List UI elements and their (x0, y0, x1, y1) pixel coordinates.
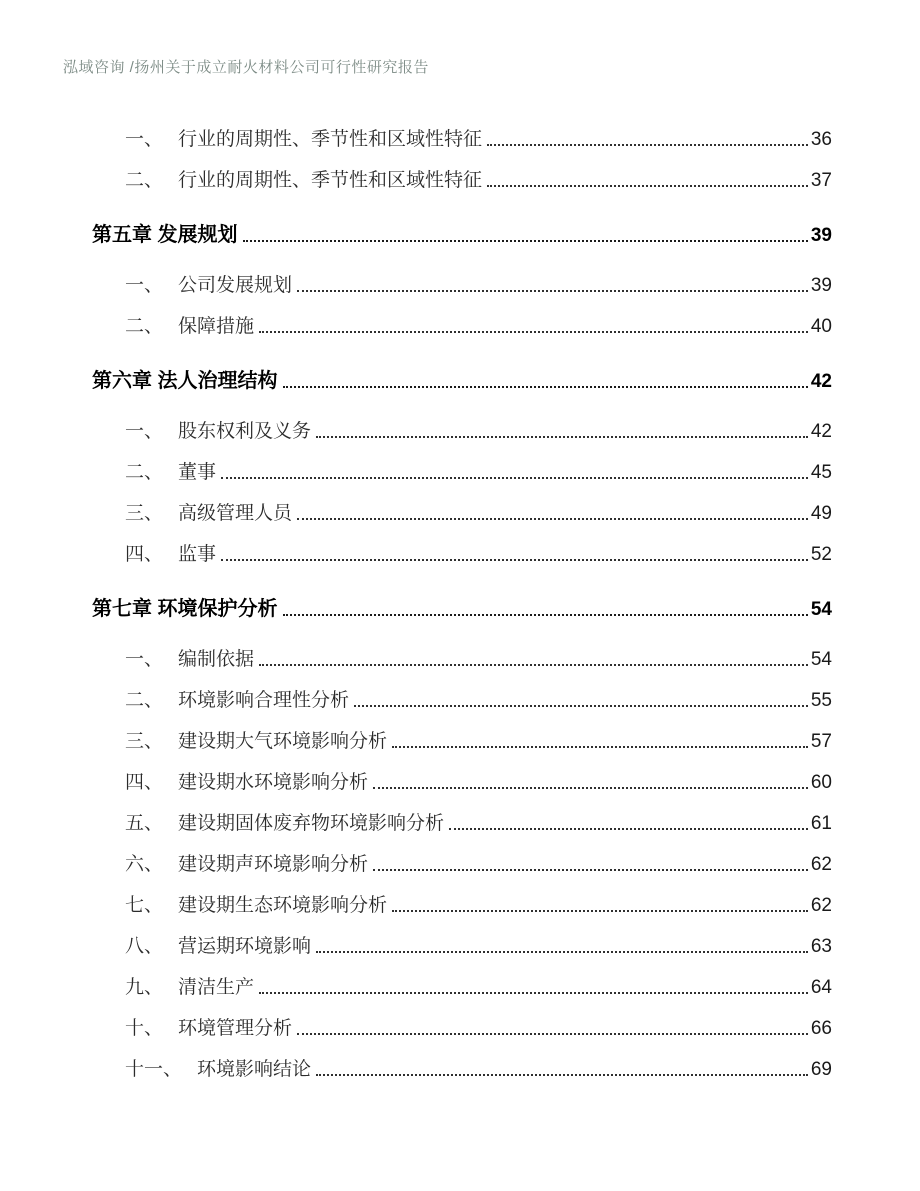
dotted-leader (283, 386, 808, 388)
toc-item-entry[interactable] (125, 730, 832, 753)
toc-item-number: 三、 (125, 731, 164, 752)
page-number: 39 (810, 275, 832, 296)
toc-item-number: 六、 (125, 854, 164, 875)
toc-item-number: 一、 (125, 129, 164, 150)
dotted-leader (297, 518, 808, 520)
dotted-leader (259, 992, 808, 994)
page-number: 64 (810, 977, 832, 998)
page-number: 62 (810, 854, 832, 875)
toc-item-title: 环境影响结论 (197, 1059, 312, 1080)
toc-item-entry[interactable] (125, 169, 832, 192)
toc-item-title: 营运期环境影响 (178, 936, 312, 957)
toc-item-title: 监事 (178, 544, 217, 565)
toc-item-title: 建设期声环境影响分析 (178, 854, 369, 875)
page-number: 54 (810, 649, 832, 670)
toc-item-title: 建设期水环境影响分析 (178, 772, 369, 793)
toc-item-title: 行业的周期性、季节性和区域性特征 (178, 170, 483, 191)
page-number: 54 (810, 599, 832, 620)
toc-item-title: 清洁生产 (178, 977, 255, 998)
page-number: 37 (810, 170, 832, 191)
table-of-contents (92, 120, 832, 1099)
toc-item-entry[interactable] (125, 935, 832, 958)
toc-item-number: 十、 (125, 1018, 164, 1039)
toc-item-entry[interactable] (125, 128, 832, 151)
toc-item-number: 二、 (125, 170, 164, 191)
page-number: 63 (810, 936, 832, 957)
toc-item-number: 十一、 (125, 1059, 183, 1080)
toc-item-number: 一、 (125, 421, 164, 442)
page-number: 39 (810, 225, 832, 246)
page-number: 36 (810, 129, 832, 150)
page-number: 55 (810, 690, 832, 711)
dotted-leader (259, 664, 808, 666)
toc-item-entry[interactable] (125, 502, 832, 525)
toc-item-title: 编制依据 (178, 649, 255, 670)
toc-item-entry[interactable] (125, 315, 832, 338)
toc-chapter-entry[interactable] (92, 223, 832, 247)
toc-item-title: 环境影响合理性分析 (178, 690, 350, 711)
dotted-leader (373, 869, 808, 871)
page-number: 57 (810, 731, 832, 752)
page-number: 42 (810, 421, 832, 442)
dotted-leader (316, 951, 808, 953)
toc-chapter-title: 第七章 环境保护分析 (92, 598, 278, 620)
page-header (63, 56, 429, 77)
page-number: 42 (810, 371, 832, 392)
toc-item-number: 一、 (125, 275, 164, 296)
toc-item-number: 七、 (125, 895, 164, 916)
toc-item-title: 行业的周期性、季节性和区域性特征 (178, 129, 483, 150)
toc-section (92, 369, 832, 566)
toc-item-entry[interactable] (125, 771, 832, 794)
page-number: 62 (810, 895, 832, 916)
toc-item-number: 二、 (125, 462, 164, 483)
toc-item-entry[interactable] (125, 689, 832, 712)
dotted-leader (297, 1033, 808, 1035)
dotted-leader (487, 144, 808, 146)
page-number: 60 (810, 772, 832, 793)
toc-item-title: 建设期固体废弃物环境影响分析 (178, 813, 445, 834)
page-number: 40 (810, 316, 832, 337)
toc-item-entry[interactable] (125, 1017, 832, 1040)
toc-item-title: 建设期大气环境影响分析 (178, 731, 388, 752)
dotted-leader (221, 477, 808, 479)
page-number: 66 (810, 1018, 832, 1039)
toc-item-number: 一、 (125, 649, 164, 670)
toc-item-title: 建设期生态环境影响分析 (178, 895, 388, 916)
dotted-leader (316, 436, 808, 438)
toc-item-entry[interactable] (125, 648, 832, 671)
toc-chapter-entry[interactable] (92, 597, 832, 621)
toc-item-number: 二、 (125, 316, 164, 337)
dotted-leader (449, 828, 808, 830)
dotted-leader (392, 746, 808, 748)
toc-item-entry[interactable] (125, 894, 832, 917)
toc-item-title: 董事 (178, 462, 217, 483)
page-number: 61 (810, 813, 832, 834)
toc-item-entry[interactable] (125, 420, 832, 443)
toc-item-number: 二、 (125, 690, 164, 711)
dotted-leader (259, 331, 808, 333)
page-number: 52 (810, 544, 832, 565)
toc-item-title: 股东权利及义务 (178, 421, 312, 442)
page-number: 45 (810, 462, 832, 483)
dotted-leader (221, 559, 808, 561)
dotted-leader (243, 240, 808, 242)
dotted-leader (354, 705, 808, 707)
toc-item-number: 五、 (125, 813, 164, 834)
toc-item-entry[interactable] (125, 543, 832, 566)
toc-chapter-title: 第六章 法人治理结构 (92, 370, 278, 392)
toc-item-number: 三、 (125, 503, 164, 524)
toc-item-entry[interactable] (125, 812, 832, 835)
toc-item-entry[interactable] (125, 274, 832, 297)
toc-item-title: 公司发展规划 (178, 275, 293, 296)
dotted-leader (316, 1074, 808, 1076)
dotted-leader (373, 787, 808, 789)
toc-section (92, 597, 832, 1081)
dotted-leader (487, 185, 808, 187)
toc-item-number: 八、 (125, 936, 164, 957)
toc-item-entry[interactable] (125, 461, 832, 484)
toc-item-number: 四、 (125, 544, 164, 565)
dotted-leader (392, 910, 808, 912)
page-number: 49 (810, 503, 832, 524)
toc-item-title: 环境管理分析 (178, 1018, 293, 1039)
toc-item-entry[interactable] (125, 1058, 832, 1081)
dotted-leader (297, 290, 808, 292)
toc-item-title: 保障措施 (178, 316, 255, 337)
toc-item-number: 九、 (125, 977, 164, 998)
toc-item-title: 高级管理人员 (178, 503, 293, 524)
page-number: 69 (810, 1059, 832, 1080)
toc-item-entry[interactable] (125, 853, 832, 876)
header-text: 泓域咨询 /扬州关于成立耐火材料公司可行性研究报告 (63, 59, 429, 76)
toc-section (92, 128, 832, 192)
toc-item-number: 四、 (125, 772, 164, 793)
toc-section (92, 223, 832, 338)
toc-chapter-title: 第五章 发展规划 (92, 224, 238, 246)
toc-chapter-entry[interactable] (92, 369, 832, 393)
toc-item-entry[interactable] (125, 976, 832, 999)
dotted-leader (283, 614, 808, 616)
